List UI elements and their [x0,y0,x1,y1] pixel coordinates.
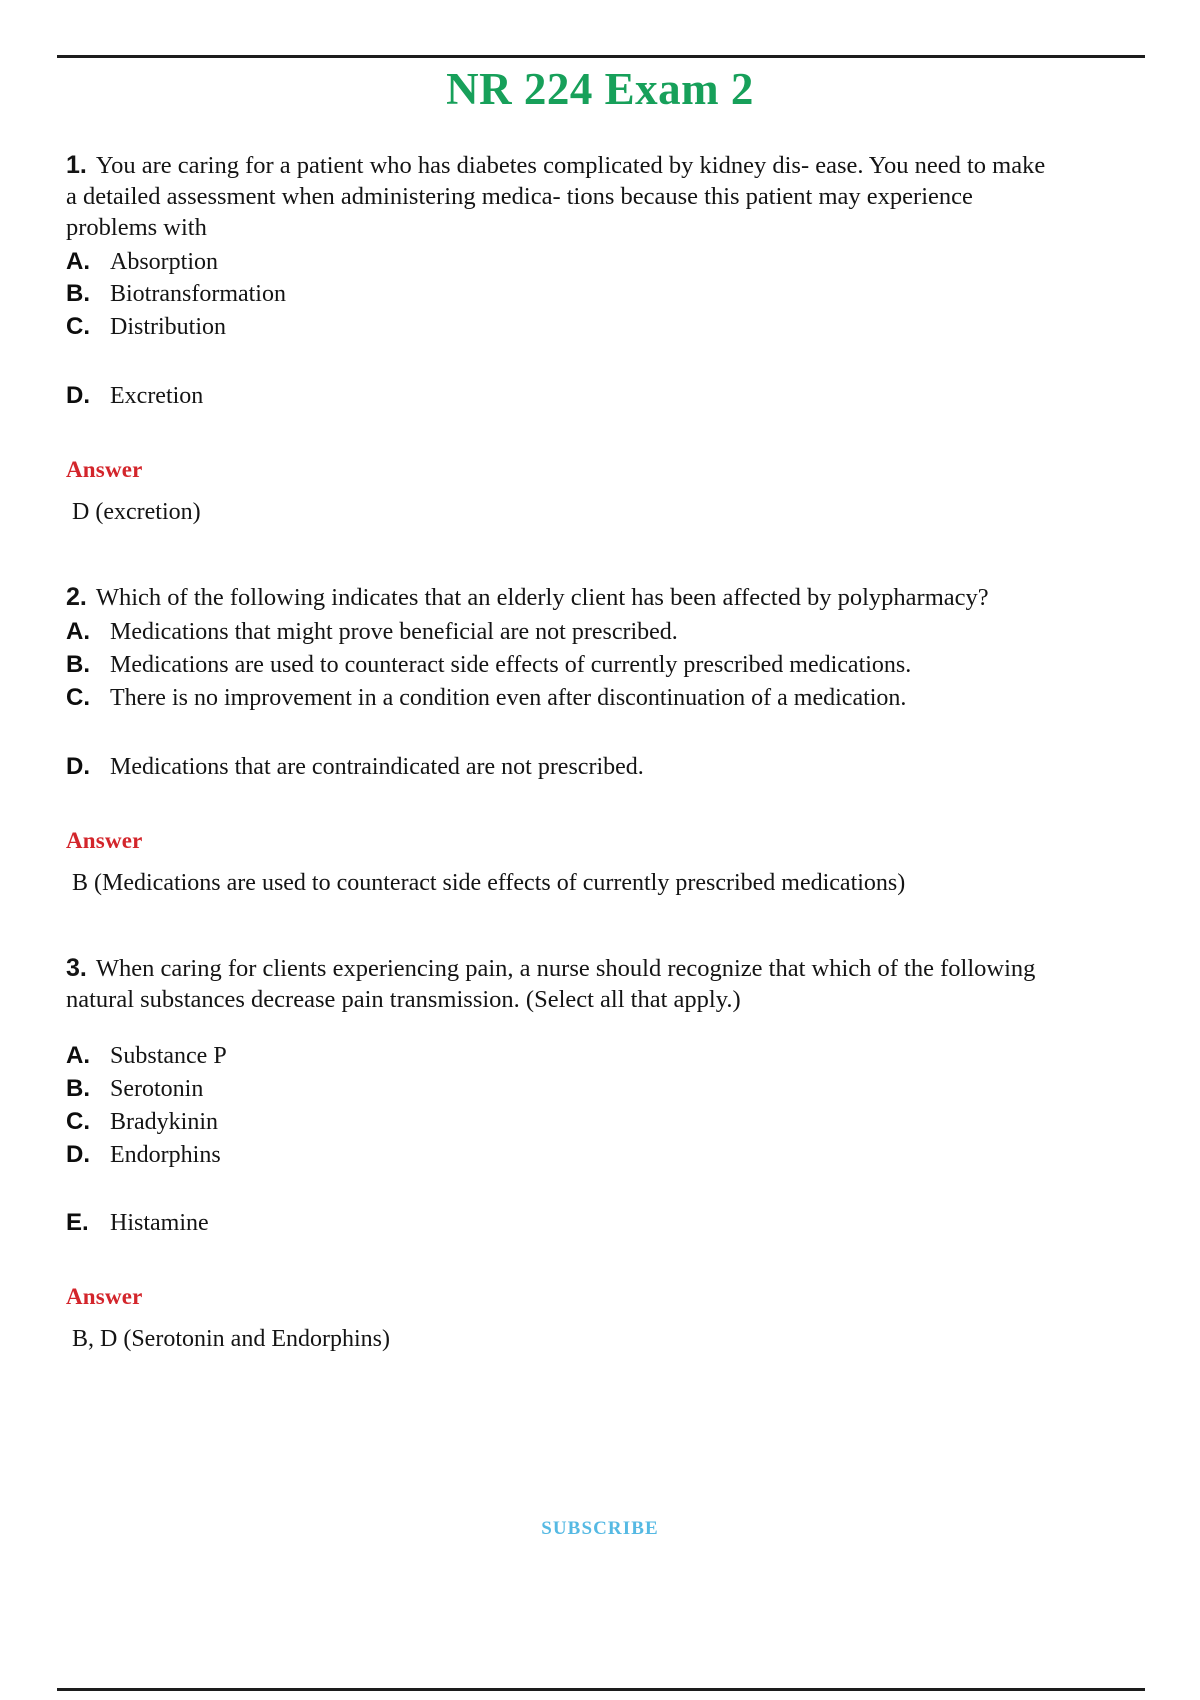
question-block-1 [66,150,1066,528]
question-number-2: 2. [66,583,87,612]
option-2-a[interactable] [66,616,1066,649]
section-spacer [66,901,1066,953]
stem-option-spacer [66,1018,1066,1040]
option-label: Medications are used to counteract side effects of currently prescribed medications. [110,652,912,679]
option-letter: D. [66,382,90,410]
option-letter: D. [66,752,90,780]
option-letter: C. [66,313,90,341]
option-letter: B. [66,651,90,679]
option-label: Biotransformation [110,281,286,308]
bottom-divider-rule [57,1688,1145,1691]
question-number-1: 1. [66,151,87,179]
subscribe-link[interactable]: SUBSCRIBE [541,1518,659,1539]
option-letter: D. [66,1140,90,1168]
option-2-b[interactable] [66,649,1066,682]
answer-label-2: Answer [66,827,143,853]
option-list-3 [66,1040,1066,1241]
option-label: Distribution [110,314,227,341]
option-3-b[interactable] [66,1073,1066,1106]
question-stem-1 [66,150,1056,244]
answer-block-1 [66,457,1066,528]
answer-label-3: Answer [66,1284,143,1310]
option-label: Excretion [110,383,204,410]
option-label: Medications that might prove beneficial are not prescribed. [110,619,678,646]
option-list-2 [66,616,1066,784]
option-letter: B. [66,1074,90,1102]
answer-block-3 [66,1284,1066,1355]
section-spacer [66,530,1066,582]
top-divider-rule [57,55,1145,58]
option-1-c[interactable] [66,311,1066,344]
option-letter: C. [66,1107,90,1135]
question-text-2: Which of the following indicates that an elderly client has been affected by polypharmacy? [95,584,989,612]
option-label: Bradykinin [110,1108,218,1135]
option-label: Absorption [110,248,218,275]
option-label: Serotonin [110,1075,204,1102]
question-text-3: When caring for clients experiencing pain, a nurse should recognize that which of the following natural substances decrease pain transmission. (Select all that apply.) [66,955,1036,1013]
option-label: There is no improvement in a condition even after discontinuation of a medication. [110,685,907,712]
subscribe-container [0,1518,1200,1540]
question-text-1: You are caring for a patient who has diabetes complicated by kidney dis- ease. You need to make a detailed assessment when administering medica- tions because this patient may experience problems with [66,152,1046,241]
option-letter: E. [66,1209,89,1237]
answer-label-1: Answer [66,457,143,483]
option-letter: C. [66,684,90,712]
answer-text-3: B, D (Serotonin and Endorphins) [72,1326,390,1353]
option-list-1 [66,246,1066,414]
page-title: NR 224 Exam 2 [446,64,754,114]
answer-text-2: B (Medications are used to counteract side effects of currently prescribed medications) [72,869,906,896]
option-2-c[interactable] [66,682,1066,715]
option-1-d[interactable] [66,380,1066,413]
option-label: Substance P [110,1042,227,1069]
option-letter: B. [66,280,90,308]
question-block-2 [66,582,1066,899]
question-block-3 [66,953,1066,1355]
option-label: Histamine [110,1210,209,1237]
option-letter: A. [66,247,90,275]
option-3-a[interactable] [66,1040,1066,1073]
option-letter: A. [66,618,90,646]
answer-block-2 [66,828,1066,899]
option-3-e[interactable] [66,1207,1066,1240]
option-label: Endorphins [110,1141,221,1168]
question-number-3: 3. [66,954,87,983]
answer-text-1: D (excretion) [72,499,201,526]
option-1-b[interactable] [66,278,1066,311]
option-1-a[interactable] [66,246,1066,279]
question-stem-3 [66,953,1056,1016]
question-stem-2 [66,582,1056,614]
option-3-d[interactable] [66,1139,1066,1172]
option-2-d[interactable] [66,751,1066,784]
document-body [66,150,1066,1358]
option-label: Medications that are contraindicated are not prescribed. [110,753,644,780]
option-letter: A. [66,1041,90,1069]
option-3-c[interactable] [66,1106,1066,1139]
